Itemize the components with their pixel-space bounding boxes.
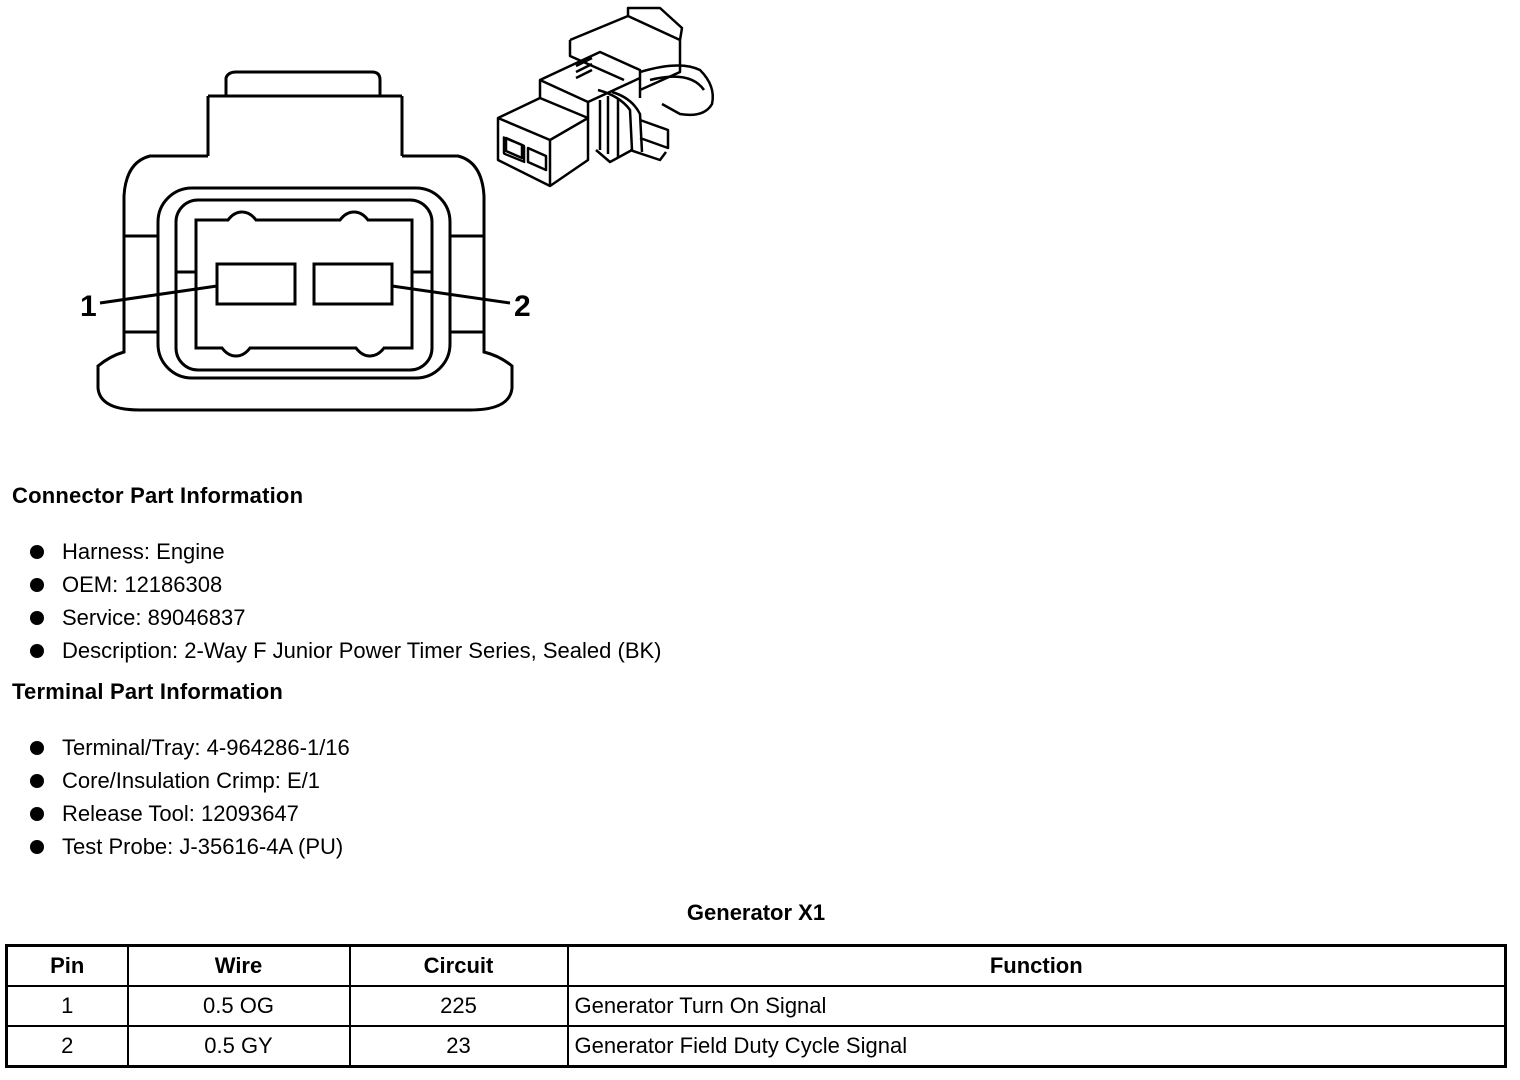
inner-cavity	[196, 212, 412, 356]
list-item-text: Core/Insulation Crimp: E/1	[62, 768, 320, 793]
cell-circuit: 225	[350, 986, 568, 1026]
connector-part-info-list	[28, 535, 662, 667]
top-tower	[208, 96, 402, 156]
bullet-icon	[30, 611, 44, 625]
connector-part-info-heading: Connector Part Information	[12, 483, 304, 508]
list-item	[28, 568, 662, 601]
terminal-cavity-1	[217, 264, 295, 304]
list-item-text: Terminal/Tray: 4-964286-1/16	[62, 735, 350, 760]
bullet-icon	[30, 840, 44, 854]
list-item	[28, 797, 350, 830]
cell-function: Generator Turn On Signal	[568, 986, 1506, 1026]
pin-1-label: 1	[80, 290, 97, 323]
list-item-text: OEM: 12186308	[62, 572, 223, 597]
list-item-text: Release Tool: 12093647	[62, 801, 299, 826]
list-item	[28, 601, 662, 634]
connector-diagram	[0, 0, 760, 430]
bullet-icon	[30, 578, 44, 592]
table-title: Generator X1	[686, 900, 826, 925]
list-item	[28, 731, 350, 764]
terminal-cavity-2	[314, 264, 392, 304]
terminal-part-info-heading: Terminal Part Information	[12, 679, 284, 704]
connector-face	[98, 72, 512, 410]
table-row	[7, 1026, 1506, 1067]
list-item	[28, 764, 350, 797]
list-item	[28, 535, 662, 568]
header-circuit: Circuit	[350, 946, 568, 987]
bullet-icon	[30, 741, 44, 755]
left-side-tab	[124, 236, 158, 332]
list-item-text: Harness: Engine	[62, 539, 225, 564]
bullet-icon	[30, 644, 44, 658]
cell-function: Generator Field Duty Cycle Signal	[568, 1026, 1506, 1067]
cell-circuit: 23	[350, 1026, 568, 1067]
header-wire: Wire	[128, 946, 350, 987]
cell-wire: 0.5 GY	[128, 1026, 350, 1067]
bullet-icon	[30, 545, 44, 559]
top-latch	[226, 72, 380, 96]
bullet-icon	[30, 774, 44, 788]
list-item-text: Test Probe: J-35616-4A (PU)	[62, 834, 344, 859]
list-item-text: Description: 2-Way F Junior Power Timer Series, Sealed (BK)	[62, 638, 662, 663]
list-item	[28, 634, 662, 667]
table-header-row	[7, 946, 1506, 987]
header-function: Function	[568, 946, 1506, 987]
cell-wire: 0.5 OG	[128, 986, 350, 1026]
pin-table	[5, 944, 1507, 1068]
table-row	[7, 986, 1506, 1026]
right-side-tab	[450, 236, 484, 332]
connector-3d-view	[498, 8, 713, 186]
list-item-text: Service: 89046837	[62, 605, 246, 630]
bullet-icon	[30, 807, 44, 821]
cell-pin: 2	[7, 1026, 128, 1067]
cell-pin: 1	[7, 986, 128, 1026]
terminal-part-info-list	[28, 731, 350, 863]
pin-2-label: 2	[514, 290, 531, 323]
list-item	[28, 830, 350, 863]
header-pin: Pin	[7, 946, 128, 987]
